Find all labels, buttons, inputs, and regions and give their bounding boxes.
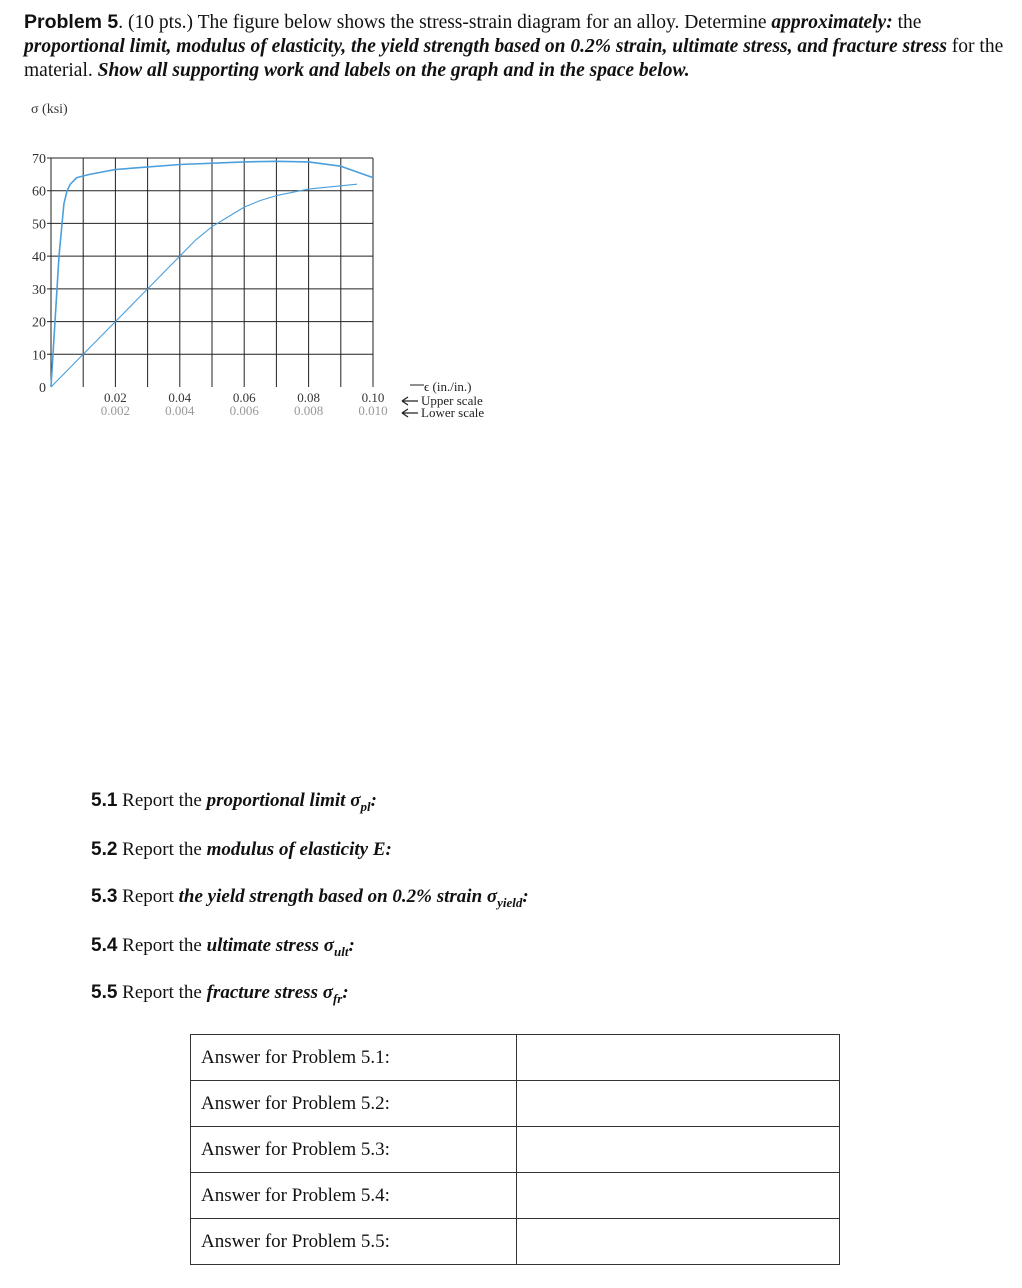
problem-points: (10 pts.) <box>128 12 194 33</box>
y-tick-label: 20 <box>32 315 46 331</box>
answer-row-5-4 <box>191 1173 840 1219</box>
upper-x-tick-label: 0.06 <box>232 390 256 405</box>
problem-approx: approximately: <box>771 12 893 33</box>
lower-x-tick-label: 0.008 <box>293 403 324 418</box>
lower-x-tick-label: 0.004 <box>165 403 195 418</box>
y-axis-label: σ (ksi) <box>31 102 68 117</box>
upper-x-tick-label: 0.04 <box>168 390 192 405</box>
problem-items: proportional limit, modulus of elasticity, the yield strength based on 0.2% strain, ultimate stress, and fracture stress <box>24 36 947 57</box>
answer-row-5-1 <box>191 1035 840 1081</box>
upper-scale-arrow <box>402 397 418 405</box>
question-5-3: 5.3 Report the yield strength based on 0.2% strain $\sigma_{yield}$: <box>91 886 529 910</box>
answer-label: Answer for Problem 5.2: <box>191 1081 517 1127</box>
question-5-2: 5.2 Report the modulus of elasticity E: <box>91 839 392 860</box>
problem-statement: Problem 5. (10 pts.) The figure below shows the stress-strain diagram for an alloy. Determine approximately: the proportional limit, modulus of elasticity, the yield strength based on 0.2% strain, ultimate stress, and fracture stress for the material. Show all supporting work and labels on the graph and in the space below. <box>24 11 1004 81</box>
y-tick-label: 60 <box>32 184 46 200</box>
upper-x-tick-label: 0.10 <box>361 390 385 405</box>
answer-row-5-3 <box>191 1127 840 1173</box>
lower-scale-curve <box>51 184 357 387</box>
stress-strain-chart <box>0 95 560 435</box>
answer-label: Answer for Problem 5.1: <box>191 1035 517 1081</box>
question-5-5: 5.5 Report the fracture stress $\sigma_{fr}$: <box>91 982 349 1006</box>
answer-cell[interactable] <box>517 1173 840 1219</box>
lower-x-tick-label: 0.002 <box>100 403 131 418</box>
y-tick-label: 10 <box>32 348 46 364</box>
answer-label: Answer for Problem 5.3: <box>191 1127 517 1173</box>
upper-x-tick-label: 0.02 <box>104 390 127 405</box>
y-tick-label: 40 <box>32 250 46 266</box>
answer-cell[interactable] <box>517 1127 840 1173</box>
lower-scale-arrow <box>402 409 418 417</box>
upper-x-tick-label: 0.08 <box>297 390 320 405</box>
answer-row-5-2 <box>191 1081 840 1127</box>
answer-cell[interactable] <box>517 1035 840 1081</box>
problem-number: Problem 5 <box>24 11 119 33</box>
x-unit-label: ϵ (in./in.) <box>424 379 472 394</box>
question-5-4: 5.4 Report the ultimate stress $\sigma_{ult}$: <box>91 935 355 959</box>
question-5-1: 5.1 Report the proportional limit $\sigma_{pl}$: <box>91 790 377 814</box>
y-tick-label: 0 <box>39 381 46 396</box>
answer-label: Answer for Problem 5.4: <box>191 1173 517 1219</box>
y-tick-label: 70 <box>32 152 46 167</box>
answer-cell[interactable] <box>517 1081 840 1127</box>
y-tick-label: 30 <box>32 282 46 298</box>
answer-cell[interactable] <box>517 1219 840 1265</box>
lower-x-tick-label: 0.010 <box>358 403 388 418</box>
answer-row-5-5 <box>191 1219 840 1265</box>
problem-for-material: for the material. <box>24 36 1004 81</box>
answer-table <box>190 1034 840 1265</box>
lower-x-tick-label: 0.006 <box>229 403 259 418</box>
problem-the: the <box>897 12 922 33</box>
problem-intro: The figure below shows the stress-strain diagram for an alloy. Determine <box>197 12 767 33</box>
upper-scale-label: Upper scale <box>421 393 483 408</box>
lower-scale-label: Lower scale <box>421 405 485 420</box>
problem-instruction: Show all supporting work and labels on the graph and in the space below. <box>97 60 690 81</box>
y-tick-label: 50 <box>32 217 46 233</box>
answer-label: Answer for Problem 5.5: <box>191 1219 517 1265</box>
